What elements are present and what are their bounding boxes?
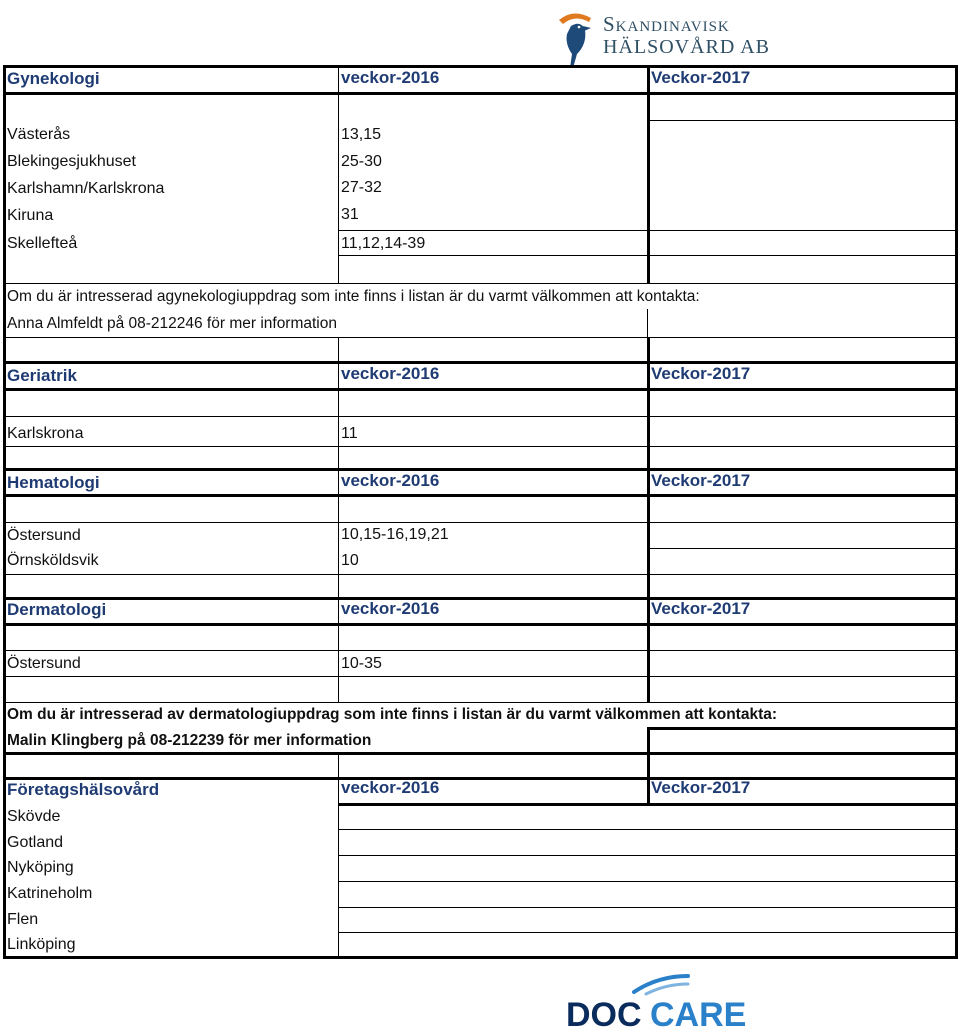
doc-text: DOC bbox=[566, 996, 642, 1032]
col-header-2017: Veckor-2017 bbox=[651, 364, 751, 383]
section-header-bottom-border bbox=[3, 92, 958, 95]
row-line bbox=[647, 727, 958, 730]
doc-care-logo bbox=[566, 972, 746, 1032]
weeks-cell: 11,12,14-39 bbox=[341, 235, 426, 252]
col-header-2017: Veckor-2017 bbox=[651, 471, 751, 490]
row-line bbox=[338, 855, 958, 856]
place-cell: Linköping bbox=[7, 936, 76, 953]
row-line bbox=[3, 522, 958, 523]
place-cell: Örnsköldsvik bbox=[7, 552, 99, 569]
section-title-foretagshalsovard: Företagshälsovård bbox=[7, 780, 160, 799]
col-divider bbox=[647, 65, 650, 283]
col-divider bbox=[647, 752, 650, 805]
care-text: CARE bbox=[650, 996, 746, 1032]
contact-note: Malin Klingberg på 08-212239 för mer information bbox=[7, 732, 372, 749]
col-divider bbox=[338, 337, 339, 447]
col-header-2017: Veckor-2017 bbox=[651, 599, 751, 618]
section-top-border bbox=[3, 468, 958, 471]
col-divider bbox=[647, 309, 648, 337]
place-cell: Nyköping bbox=[7, 859, 74, 876]
row-line bbox=[3, 574, 958, 575]
section-title-dermatologi: Dermatologi bbox=[7, 600, 107, 619]
place-cell: Kiruna bbox=[7, 207, 54, 224]
section-header-bottom-border bbox=[3, 494, 958, 497]
row-line bbox=[3, 283, 958, 284]
row-line bbox=[647, 548, 957, 549]
row-line bbox=[3, 702, 958, 703]
weeks-cell: 31 bbox=[341, 206, 359, 223]
logo-line1: Skandinavisk bbox=[603, 12, 730, 36]
place-cell: Skövde bbox=[7, 808, 61, 825]
contact-note: Om du är intresserad agynekologiuppdrag som inte finns i listan är du varmt välkommen att kontakta: bbox=[7, 288, 700, 305]
contact-note: Anna Almfeldt på 08-212246 för mer information bbox=[7, 315, 337, 332]
weeks-cell: 11 bbox=[341, 425, 358, 442]
row-line bbox=[338, 932, 958, 933]
table-right-border bbox=[955, 65, 958, 958]
section-title-gynekologi: Gynekologi bbox=[7, 69, 100, 88]
col-divider bbox=[338, 65, 339, 283]
place-cell: Östersund bbox=[7, 527, 81, 544]
weeks-cell: 10 bbox=[341, 552, 359, 569]
weeks-cell: 27-32 bbox=[341, 179, 382, 196]
bird-logo-icon bbox=[553, 10, 599, 72]
place-cell: Karlshamn/Karlskrona bbox=[7, 180, 165, 197]
place-cell: Västerås bbox=[7, 126, 71, 143]
contact-note: Om du är intresserad av dermatologiuppdrag som inte finns i listan är du varmt välkommen att kontakta: bbox=[7, 706, 778, 723]
col-header-2017: Veckor-2017 bbox=[651, 778, 751, 797]
row-line bbox=[3, 752, 958, 755]
row-line bbox=[3, 650, 958, 651]
place-cell: Östersund bbox=[7, 655, 81, 672]
section-top-border bbox=[3, 597, 958, 600]
skandinavisk-halsovard-logo bbox=[553, 8, 771, 68]
row-line bbox=[3, 676, 958, 677]
col-header-2016: veckor-2016 bbox=[341, 471, 440, 490]
row-line bbox=[3, 337, 958, 338]
section-header-bottom-border bbox=[3, 623, 958, 626]
weeks-cell: 13,15 bbox=[341, 126, 382, 143]
col-header-2016: veckor-2016 bbox=[341, 364, 440, 383]
row-line bbox=[3, 446, 958, 447]
weeks-cell: 10,15-16,19,21 bbox=[341, 526, 449, 543]
col-header-2016: veckor-2016 bbox=[341, 68, 440, 87]
section-top-border bbox=[3, 65, 958, 68]
row-line bbox=[338, 907, 958, 908]
col-header-2016: veckor-2016 bbox=[341, 778, 440, 797]
row-line bbox=[338, 829, 958, 830]
place-cell: Skellefteå bbox=[7, 235, 78, 252]
weeks-cell: 25-30 bbox=[341, 153, 382, 170]
row-line bbox=[647, 120, 957, 121]
place-cell: Flen bbox=[7, 911, 39, 928]
table-bottom-border bbox=[3, 956, 958, 959]
place-cell: Gotland bbox=[7, 834, 64, 851]
place-cell: Katrineholm bbox=[7, 885, 93, 902]
section-title-geriatrik: Geriatrik bbox=[7, 366, 77, 385]
row-line bbox=[338, 230, 958, 231]
col-divider bbox=[647, 727, 650, 754]
row-line bbox=[3, 416, 958, 417]
col-header-2017: Veckor-2017 bbox=[651, 68, 751, 87]
col-divider bbox=[647, 337, 650, 447]
table-left-border bbox=[3, 65, 6, 958]
section-top-border bbox=[3, 361, 958, 364]
row-line bbox=[338, 255, 958, 256]
weeks-cell: 10-35 bbox=[341, 655, 382, 672]
section-title-hematologi: Hematologi bbox=[7, 473, 100, 492]
col-header-2016: veckor-2016 bbox=[341, 599, 440, 618]
col-divider bbox=[647, 574, 650, 702]
place-cell: Blekingesjukhuset bbox=[7, 153, 136, 170]
place-cell: Karlskrona bbox=[7, 425, 84, 442]
row-line bbox=[338, 881, 958, 882]
col-divider bbox=[338, 574, 339, 702]
doc-care-wordmark bbox=[566, 992, 746, 1032]
logo-line2: HÄLSOVÅRD AB bbox=[603, 36, 771, 58]
section-header-bottom-border bbox=[3, 388, 958, 391]
